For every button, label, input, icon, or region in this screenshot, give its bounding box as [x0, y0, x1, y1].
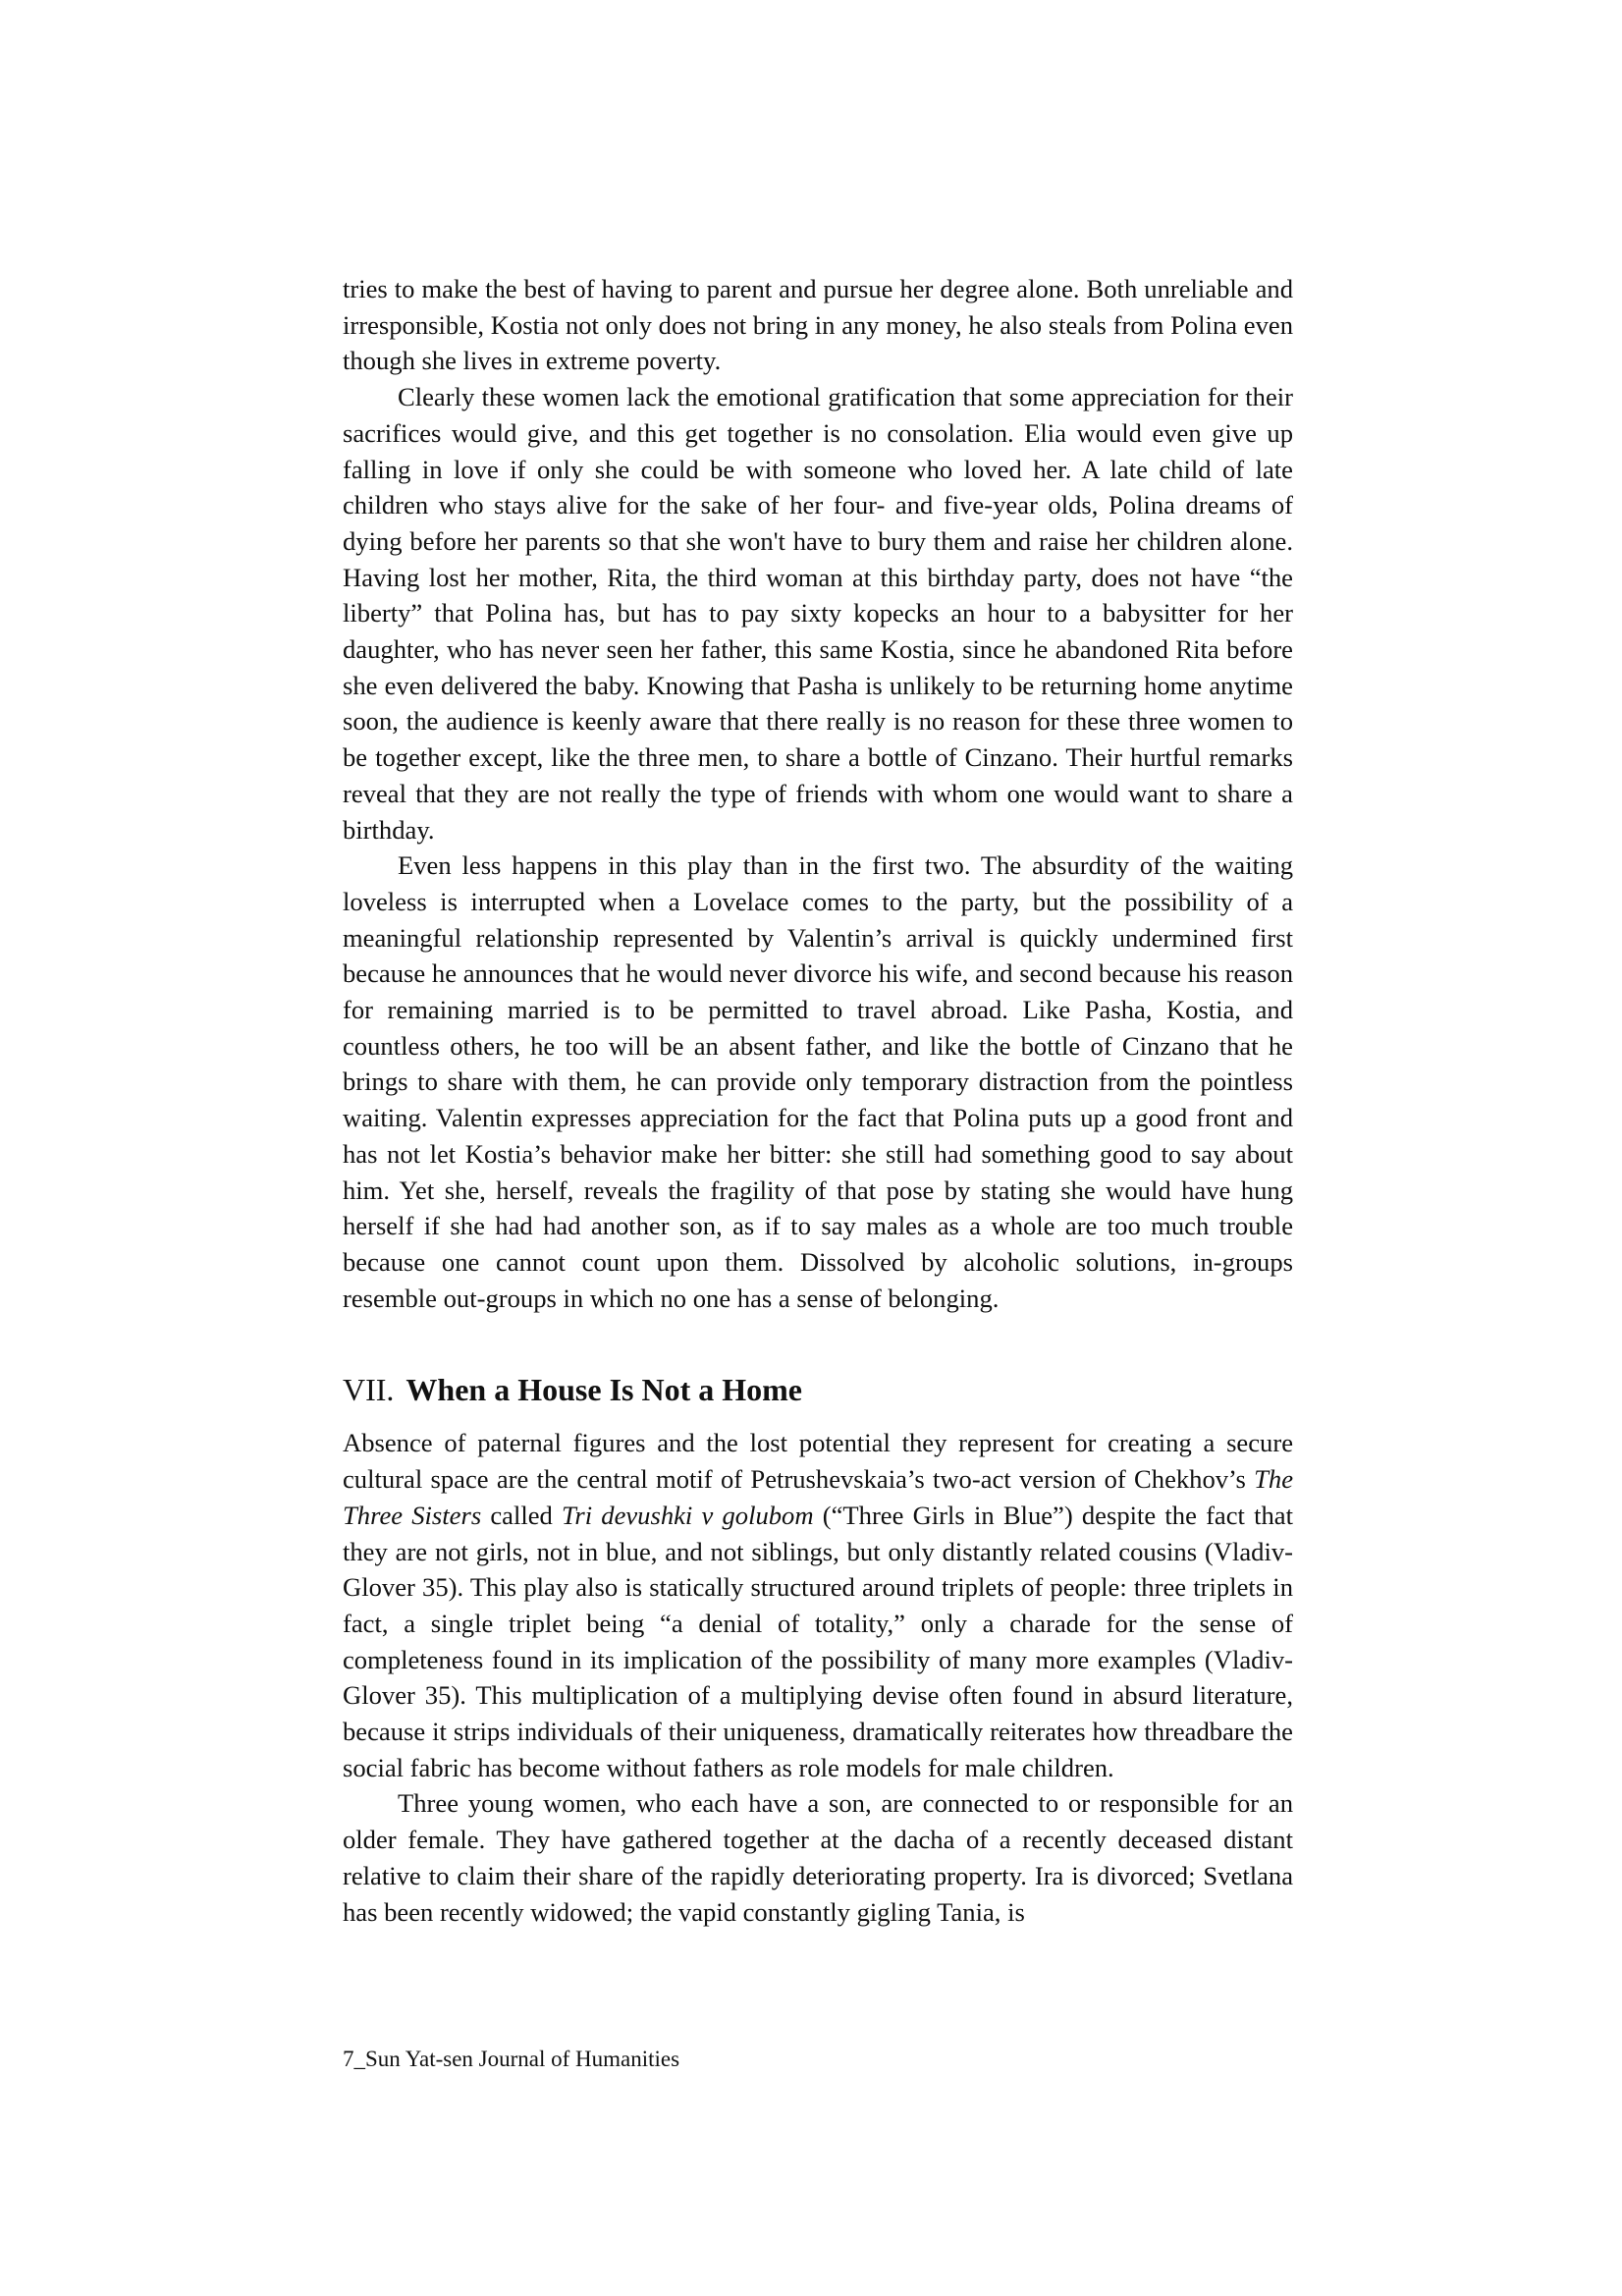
text-run: (“Three Girls in Blue”) despite the fact that they are not girls, not in blue, and not siblings, but only distantly related cousins (Vladiv-Glover 35). This play also is statically structured around triplets of people: three triplets in fact, a single triplet being “a denial of totality,” only a charade for the sense of completeness found in its implication of the possibility of many more examples (Vladiv-Glover 35). This multiplication of a multiplying devise often found in absurd literature, because it strips individuals of their uniqueness, dramatically reiterates how threadbare the social fabric has become without fathers as role models for male children.	[343, 1500, 1293, 1782]
italic-title-three-sisters: The Three Sisters	[343, 1464, 1293, 1530]
paragraph-continuation: tries to make the best of having to parent and pursue her degree alone. Both unreliable and irresponsible, Kostia not only does not bring in any money, he also steals from Polina even though she lives in extreme poverty.	[343, 274, 1293, 376]
section-number: VII.	[343, 1372, 395, 1408]
section-title: When a House Is Not a Home	[406, 1372, 802, 1408]
page-footer: 7_Sun Yat-sen Journal of Humanities	[343, 2047, 680, 2071]
paragraph-less-happens: Even less happens in this play than in the first two. The absurdity of the waiting loveless is interrupted when a Lovelace comes to the party, but the possibility of a meaningful relationship represented by Valentin’s arrival is quickly undermined first because he announces that he would never divorce his wife, and second because his reason for remaining married is to be permitted to travel abroad. Like Pasha, Kostia, and countless others, he too will be an absent father, and like the bottle of Cinzano that he brings to share with them, he can provide only temporary distraction from the pointless waiting. Valentin expresses appreciation for the fact that Polina puts up a good front and has not let Kostia’s behavior make her bitter: she still had something good to say about him. Yet she, herself, reveals the fragility of that pose by stating she would have hung herself if she had had another son, as if to say males as a whole are too much trouble because one cannot count upon them. Dissolved by alcoholic solutions, in-groups resemble out-groups in which no one has a sense of belonging.	[343, 850, 1293, 1313]
text-run: Absence of paternal figures and the lost potential they represent for creating a secure cultural space are the central motif of Petrushevskaia’s two-act version of Chekhov’s	[343, 1428, 1293, 1495]
paragraph-women-gratification: Clearly these women lack the emotional gratification that some appreciation for their sacrifices would give, and this get together is no consolation. Elia would even give up falling in love if only she could be with someone who loved her. A late child of late children who stays alive for the sake of her four- and five-year olds, Polina dreams of dying before her parents so that she won't have to bury them and raise her children alone. Having lost her mother, Rita, the third woman at this birthday party, does not have “the liberty” that Polina has, but has to pay sixty kopecks an hour to a babysitter for her daughter, who has never seen her father, this same Kostia, since he abandoned Rita before she even delivered the baby. Knowing that Pasha is unlikely to be returning home anytime soon, the audience is keenly aware that there really is no reason for these three women to be together except, like the three men, to share a bottle of Cinzano. Their hurtful remarks reveal that they are not really the type of friends with whom one would want to share a birthday.	[343, 382, 1293, 845]
section-heading	[343, 1370, 1293, 1409]
page-body	[343, 271, 1293, 1930]
paragraph-absence-paternal	[343, 1425, 1293, 1785]
italic-title-tri-devushki: Tri devushki v golubom	[562, 1500, 814, 1530]
paragraph-three-young-women: Three young women, who each have a son, are connected to or responsible for an older female. They have gathered together at the dacha of a recently deceased distant relative to claim their share of the rapidly deteriorating property. Ira is divorced; Svetlana has been recently widowed; the vapid constantly gigling Tania, is	[343, 1788, 1293, 1927]
text-run: called	[481, 1500, 563, 1530]
